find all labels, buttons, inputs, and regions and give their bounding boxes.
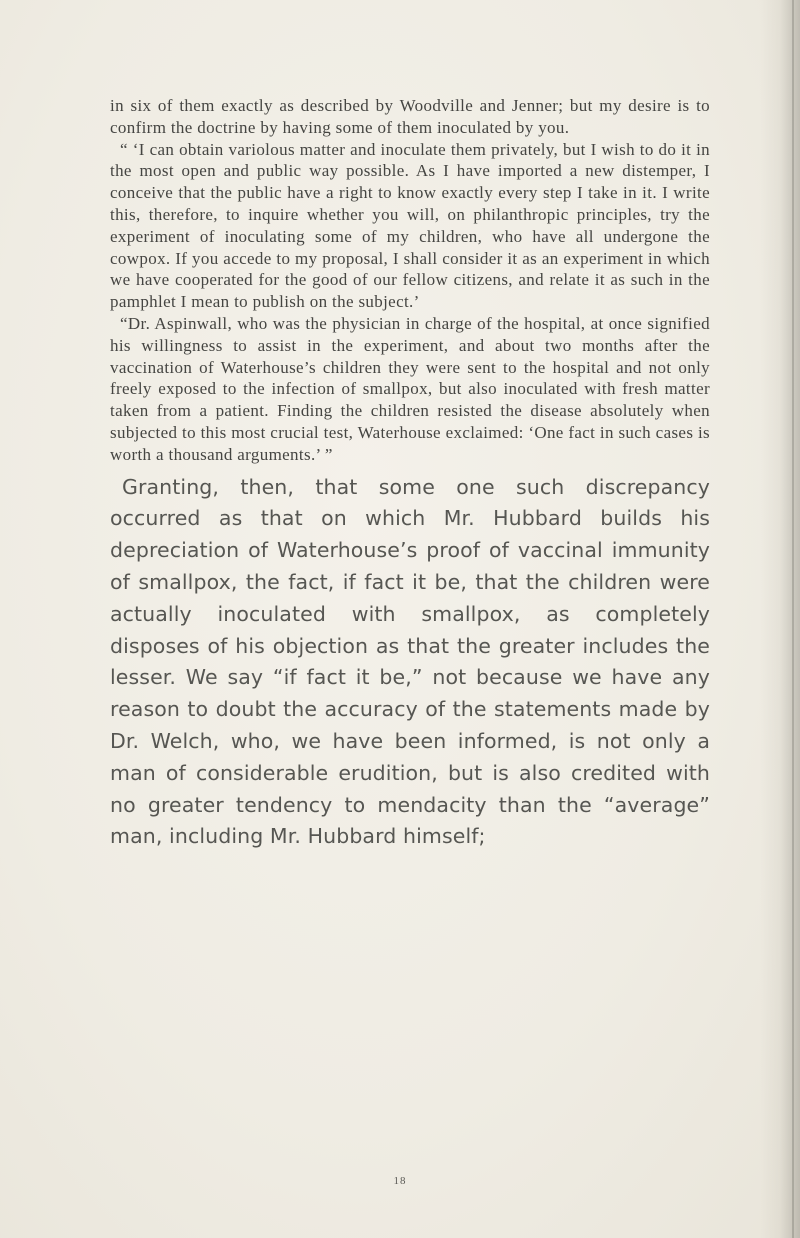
paragraph-aspinwall: “Dr. Aspinwall, who was the physician in charge of the hospital, at once signified his willingness to assist in the experiment, and about two months after the vaccination of Waterhouse’s children they were sent to the hospital and not only freely exposed to the infection of smallpox, but also inoculated with fresh matter taken from a patient. Finding the children resisted the disease absolutely when subjected to this most crucial test, Waterhouse exclaimed: ‘One fact in such cases is worth a thousand arguments.’ ” bbox=[110, 313, 710, 464]
paragraph-granting: Granting, then, that some one such discrepancy occurred as that on which Mr. Hubbard builds his depreciation of Waterhouse’s proof of vaccinal immunity of smallpox, the fact, if fact it be, that the children were actually inoculated with smallpox, as completely disposes of his objection as that the greater includes the lesser. We say “if fact it be,” not because we have any reason to doubt the accuracy of the statements made by Dr. Welch, who, we have been informed, is not only a man of considerable erudition, but is also credited with no greater tendency to mendacity than the “average” man, including Mr. Hubbard himself; bbox=[110, 474, 710, 849]
page-content bbox=[110, 95, 710, 853]
page-number: 18 bbox=[393, 1175, 407, 1187]
page-edge-line bbox=[792, 0, 794, 1238]
paragraph-letter-quote: “ ‘I can obtain variolous matter and inoculate them privately, but I wish to do it in the most open and public way possible. As I have imported a new distemper, I conceive that the public have a right to know exactly every step I take in it. I write this, therefore, to inquire whether you will, on philanthropic principles, try the experiment of inoculating some of my children, who have all undergone the cowpox. If you accede to my proposal, I shall consider it as an experiment in which we have cooperated for the good of our fellow citizens, and relate it as such in the pamphlet I mean to publish on the subject.’ bbox=[110, 139, 710, 312]
page-edge-shadow bbox=[760, 0, 800, 1238]
paragraph-woodville: in six of them exactly as described by Woodville and Jenner; but my desire is to confirm the doctrine by having some of them inoculated by you. bbox=[110, 96, 710, 137]
